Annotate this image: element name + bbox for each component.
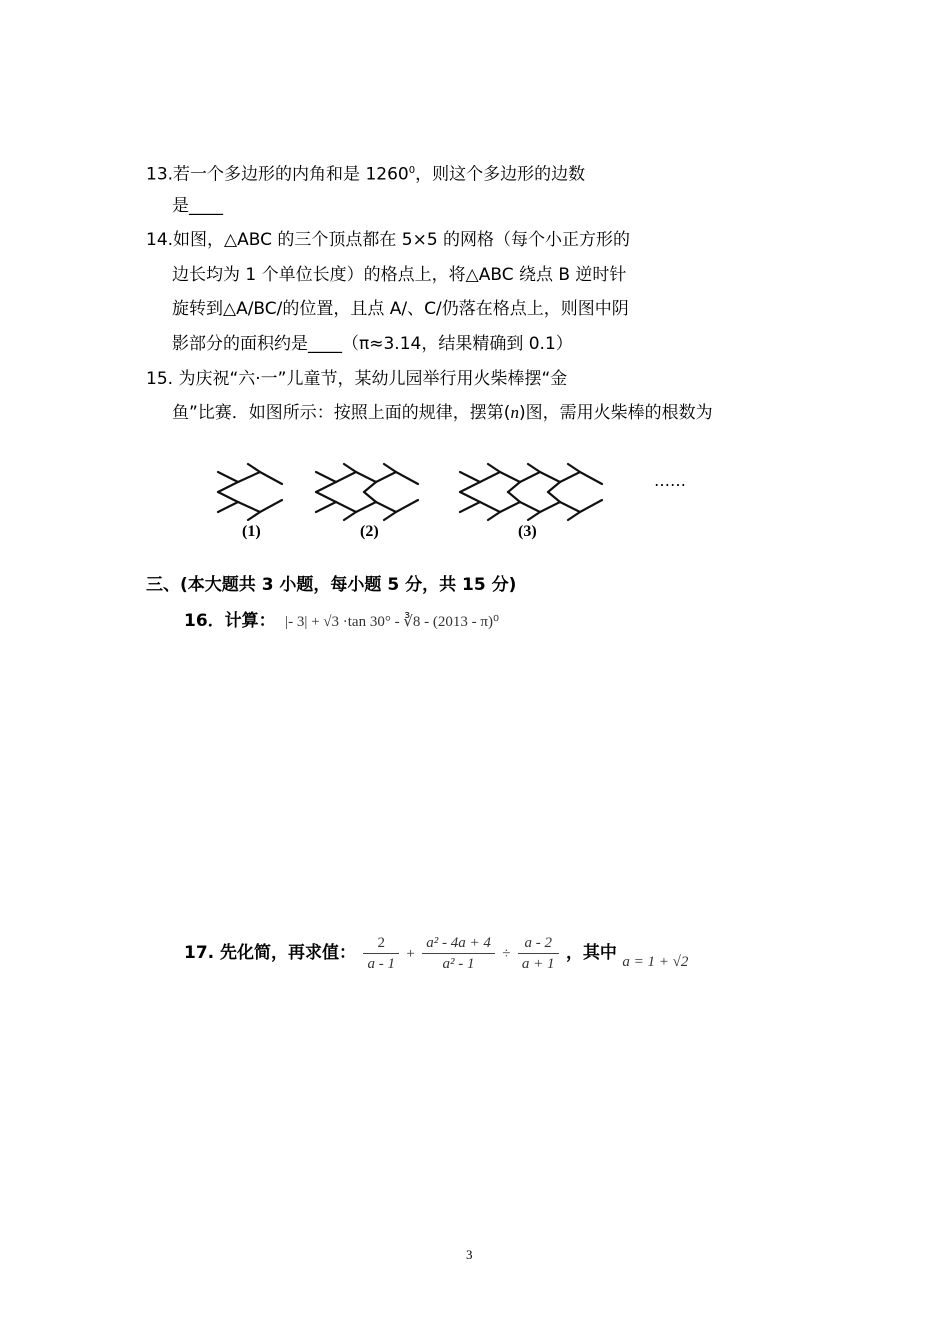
q17-frac3-den: a + 1 — [521, 955, 555, 972]
fish-label-3: (3) — [518, 523, 537, 540]
matchstick-fish-figure — [208, 452, 708, 552]
q14-line3: 旋转到△A/BC/的位置，且点 A/、C/仍落在格点上，则图中阴 — [172, 299, 629, 319]
page-number: 3 — [466, 1247, 473, 1262]
q15-line1: 15. 为庆祝“六·一”儿童节，某幼儿园举行用火柴棒摆“金 — [146, 369, 568, 389]
fish-label-2: (2) — [360, 523, 379, 540]
q16-label: 16．计算： — [184, 611, 276, 631]
fish-figure-1 — [218, 464, 282, 520]
q17-qizhong: ，其中 — [565, 943, 617, 963]
q17-frac3-num: a - 2 — [518, 933, 559, 954]
section3-title: 三、(本大题共 3 小题，每小题 5 分，共 15 分) — [146, 575, 517, 595]
q17-frac2-den: a² - 1 — [442, 955, 475, 972]
q17-label: 17. 先化简，再求值： — [184, 943, 357, 963]
q13-sup: 0 — [408, 165, 416, 176]
q17-frac2-num: a² - 4a + 4 — [422, 933, 495, 954]
q17-condition: a = 1 + √2 — [622, 954, 689, 970]
q13-text: 13.若一个多边形的内角和是 1260 — [146, 164, 409, 185]
q17-line — [184, 926, 688, 989]
q14-line1: 14.如图，△ABC 的三个顶点都在 5×5 的网格（每个小正方形的 — [146, 230, 631, 250]
fish-ellipsis: …… — [654, 471, 686, 490]
q17-fraction-1 — [363, 933, 399, 974]
q17-fraction-2 — [422, 933, 495, 974]
fish-figure-2 — [316, 464, 418, 520]
q17-plus: + — [406, 946, 415, 962]
q15-n-variable: n — [510, 403, 519, 422]
fish-label-1: (1) — [242, 523, 261, 540]
q16-expression: |- 3| + √3 ·tan 30° - ∛8 - (2013 - π)⁰ — [285, 614, 499, 630]
q15-line2-b: )图，需用火柴棒的根数为 — [518, 403, 713, 423]
fish-figure-3 — [460, 464, 602, 520]
q13-line2: 是____ — [172, 196, 223, 216]
q15-line2-a: 鱼”比赛．如图所示：按照上面的规律，摆第( — [172, 403, 511, 423]
q13-line1 — [146, 160, 585, 186]
q17-fraction-3 — [518, 933, 559, 974]
q15-line2 — [172, 402, 713, 424]
q14-line4: 影部分的面积约是____（π≈3.14，结果精确到 0.1） — [172, 334, 573, 354]
q14-line2: 边长均为 1 个单位长度）的格点上，将△ABC 绕点 B 逆时针 — [172, 265, 627, 285]
q17-frac1-den: a - 1 — [367, 955, 395, 972]
q17-frac1-num: 2 — [363, 933, 399, 954]
q13-text-end: ，则这个多边形的边数 — [415, 164, 586, 185]
q16-line — [184, 610, 499, 633]
q17-divide: ÷ — [502, 946, 511, 962]
